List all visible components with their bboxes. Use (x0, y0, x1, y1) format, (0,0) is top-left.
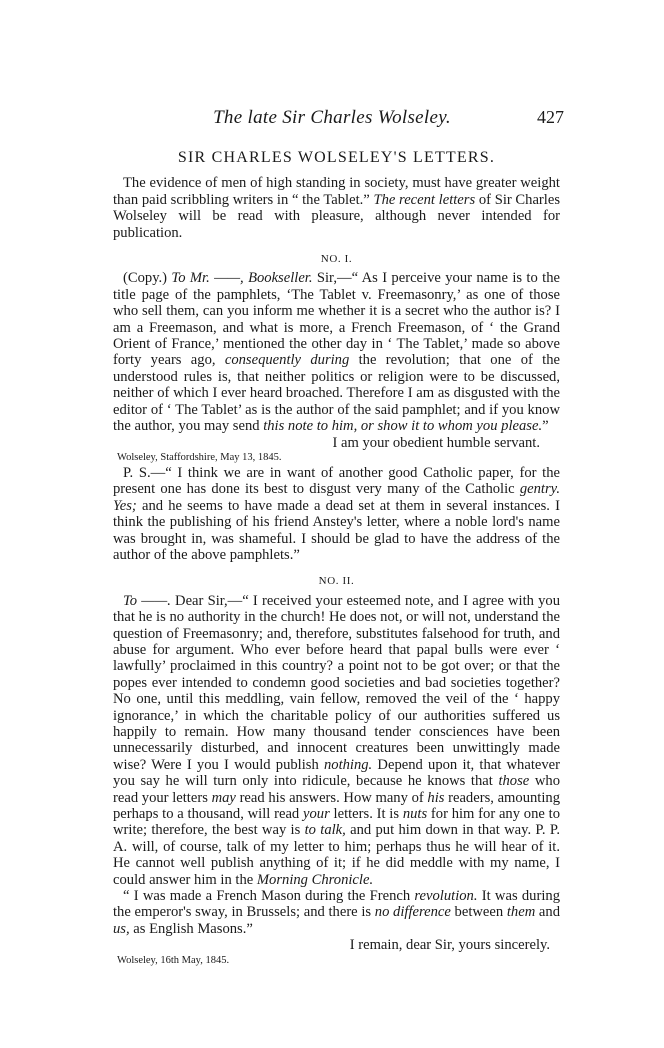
letter-2-italic-a: nothing. (323, 756, 373, 773)
letter-2-text-h: and put him down in that way. P. P. A. will, of course, talk of my letter to him; perhaps thus he will hear of it. He cannot well publish anything of it; if he did meddle with my name, I could answer him in the (113, 822, 561, 888)
intro-paragraph (113, 175, 560, 241)
page-number: 427 (537, 107, 564, 127)
letter-2-text-d: read his answers. How many of (235, 789, 428, 806)
letter-2-italic-b: those (498, 773, 530, 790)
newspaper-name: Morning Chronicle. (256, 871, 374, 888)
intro-text-end: of Sir Charles Wolseley will be read with pleasure, although never intended for publication. (113, 191, 561, 241)
letter-2-p2-italic-a: revolution. (414, 888, 478, 905)
letter-2-p2-text-a: “ I was made a French Mason during the French (123, 888, 415, 905)
letter-1-text-b: the revolution; that one of the understood rules is, that neither politics or religion were to be discussed, neither of which I ever heard broached. Therefore I am as disgusted with the editor of ‘ The Tablet’ as is the author of the said pamphlet; and if you know the author, you may send (113, 352, 561, 435)
letter-2-text-a: Dear Sir,—“ I received your esteemed note, and I agree with you that he is no authority in the church! He does not, or will not, understand the question of Freemasonry; and, therefore, substitutes falsehood for truth, and abuse for argument. Who ever before heard that papal bulls were ever ‘ lawfully’ proclaimed in this country? a point not to be got over; or that the popes ever intended to condemn good societies and bad societies together? No one, until this meddling, vain fellow, removed the veil of the ‘ happy ignorance,’ in which the charitable policy of our authorities suffered us happily to remain. How many thousand tender consciences have been unnecessarily disturbed, and innocent creatures been unwittingly made wise? Were I you I would publish (113, 592, 560, 773)
letter-2-addressee: To ——. (123, 592, 171, 609)
letter-number-1: NO. I. (320, 253, 353, 266)
letter-1-dateline: Wolseley, Staffordshire, May 13, 1845. (117, 451, 282, 463)
letter-1-body (113, 270, 560, 434)
page-body (113, 150, 560, 968)
letter-2-text-f: letters. It is (329, 806, 403, 823)
page-header (0, 107, 664, 131)
letter-2-p2-text-e: as English Masons.” (129, 920, 253, 937)
intro-italic: The recent letters (373, 191, 476, 208)
letter-number-2: NO. II. (318, 575, 355, 588)
postscript-italic: gentry. Yes; (113, 481, 560, 514)
letter-2-text-b: Depend upon it, that whatever you say he will turn only into ridicule, because he knows that (113, 756, 560, 790)
running-title: The late Sir Charles Wolseley. (213, 107, 451, 128)
postscript-text-b: and he seems to have made a dead set at them in several instances. I think the publishing of his friend Anstey's letter, where a noble lord's name was brought in, was shameful. I should be glad to have the address of the author of the above pamphlets.” (113, 497, 560, 563)
letter-2-p2-italic-d: us, (113, 920, 130, 937)
letter-2-text-e: readers, amounting perhaps to a thousand, will read (113, 789, 560, 823)
letter-1-italic-b: this note to him, or show it to whom you please. (263, 418, 543, 435)
letter-1-text-a: Sir,—“ As I perceive your name is to the title page of the pamphlets, ‘The Tablet v. Freemasonry,’ as one of those who sell them, can you inform me whether it is a secret who the author is? I am a Freemason, and what is more, a French Freemason, of ‘ the Grand Orient of France,’ mentioned the other day in ‘ The Tablet,’ made so above forty years ago, (113, 270, 560, 369)
postscript-text-a: P. S.—“ I think we are in want of another good Catholic paper, for the present one has done its best to disgust very many of the Catholic (113, 464, 560, 498)
letter-2-text-c: who read your letters (113, 773, 560, 806)
letter-2-p2-text-d: and (535, 904, 560, 921)
letter-2-text-g: for him for any one to write; therefore, the best way is (113, 806, 560, 839)
letter-2-p2-italic-b: no difference (374, 904, 451, 921)
letter-2-second-paragraph (113, 888, 560, 937)
letter-2-p2-text-b: It was during the emperor's sway, in Brussels; and there is (113, 888, 560, 921)
letter-2-p2-italic-c: them (506, 904, 536, 921)
letter-1-text-c: ” (542, 418, 549, 435)
letter-1-italic-a: consequently during (224, 352, 350, 369)
letter-2-italic-g: to talk, (304, 822, 346, 839)
letter-2-italic-e: your (303, 806, 330, 823)
letter-2-p2-text-c: between (450, 904, 507, 921)
letter-1-closing: I am your obedient humble servant. (332, 434, 540, 451)
letter-2-italic-d: his (427, 789, 445, 806)
letter-2-italic-f: nuts (402, 806, 428, 823)
letter-2-closing: I remain, dear Sir, yours sincerely. (349, 937, 550, 954)
intro-text: The evidence of men of high standing in society, must have greater weight than paid scribbling writers in “ the Tablet.” (113, 175, 560, 208)
addressee: To Mr. ——, Bookseller. (171, 270, 313, 287)
letter-2-dateline: Wolseley, 16th May, 1845. (117, 954, 230, 966)
copy-label: (Copy.) (123, 270, 172, 287)
letter-2-body (113, 593, 560, 888)
postscript (113, 465, 560, 563)
letter-2-italic-c: may (211, 789, 236, 806)
article-title: SIR CHARLES WOLSELEY'S LETTERS. (177, 149, 496, 166)
